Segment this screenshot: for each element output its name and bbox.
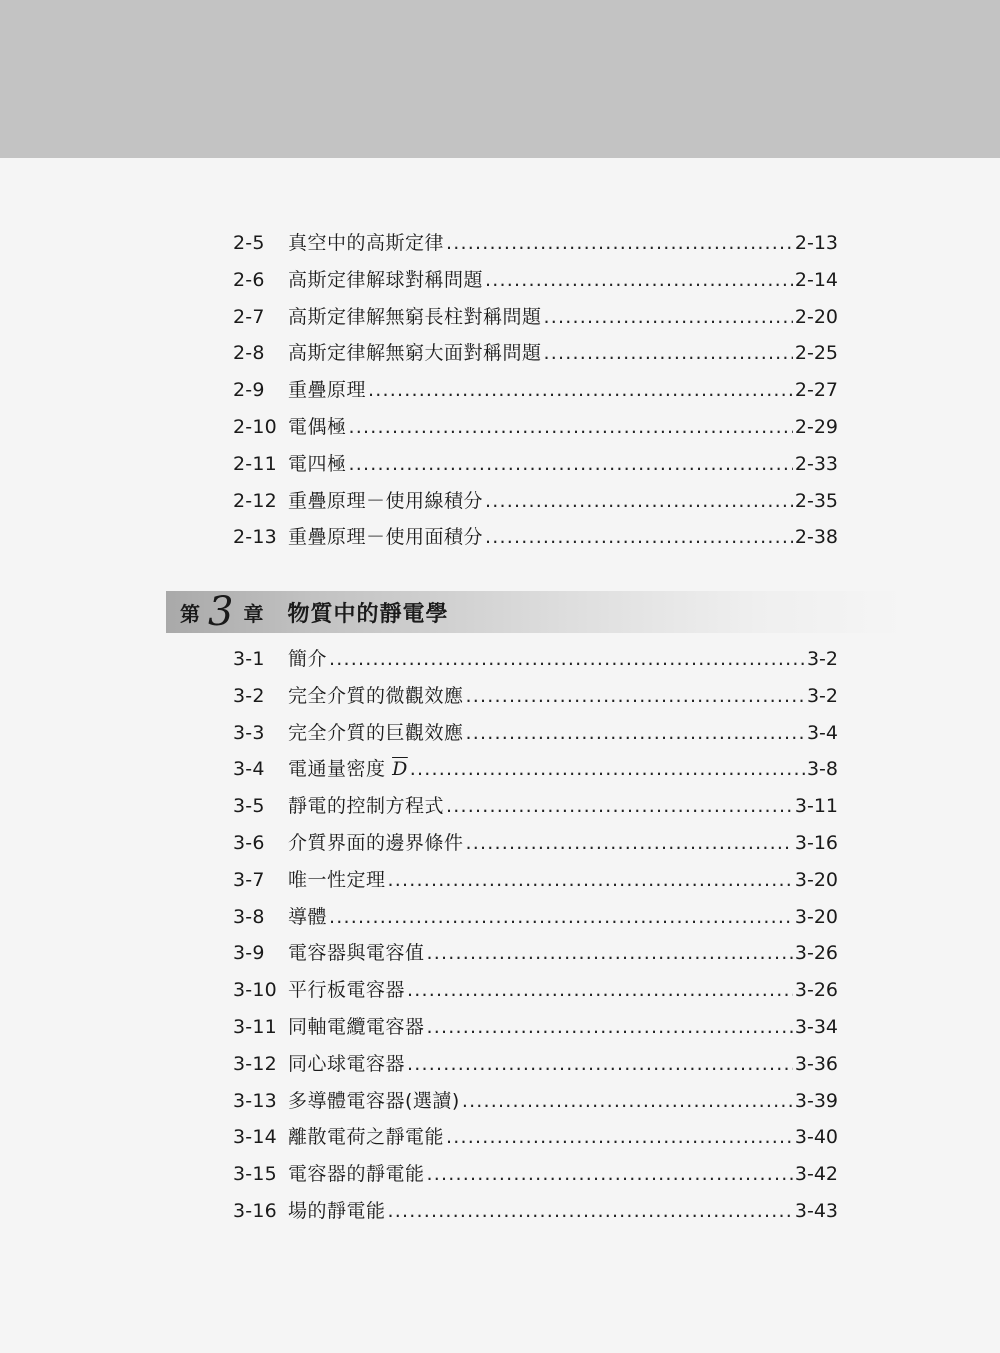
- toc-entry[interactable]: [233, 409, 838, 446]
- entry-title-text: 電通量密度: [288, 758, 386, 781]
- dot-leader: [329, 899, 793, 936]
- entry-title: 重疊原理: [288, 379, 367, 402]
- entry-title: [288, 751, 408, 788]
- dot-leader: [466, 825, 793, 862]
- entry-page: 2-20: [794, 305, 838, 328]
- entry-number: 3-4: [233, 758, 265, 781]
- entry-page: 2-14: [794, 268, 838, 291]
- entry-page: 3-20: [794, 868, 838, 891]
- chapter-title: 物質中的靜電學: [287, 601, 449, 627]
- toc-entry[interactable]: [233, 262, 838, 299]
- entry-number: 2-9: [233, 379, 265, 402]
- toc-section-chapter-2: [233, 225, 838, 556]
- entry-page: 2-25: [794, 342, 838, 365]
- entry-number: 3-2: [233, 684, 265, 707]
- dot-leader: [407, 1046, 793, 1083]
- toc-entry[interactable]: [233, 715, 838, 752]
- toc-section-chapter-3: [233, 641, 838, 1230]
- entry-title: 電容器與電容值: [288, 942, 425, 965]
- entry-number: 3-16: [233, 1199, 277, 1222]
- entry-title: 多導體電容器(選讀): [288, 1089, 460, 1112]
- entry-page: 3-34: [794, 1015, 838, 1038]
- dot-leader: [368, 372, 793, 409]
- entry-title: 導體: [288, 905, 328, 928]
- entry-page: 2-35: [794, 489, 838, 512]
- entry-page: 2-13: [794, 232, 838, 254]
- entry-title: 重疊原理－使用面積分: [288, 526, 484, 549]
- vector-symbol: $\overline{D}$: [392, 758, 408, 781]
- entry-number: 3-3: [233, 721, 265, 744]
- entry-title: 高斯定律解球對稱問題: [288, 268, 484, 291]
- entry-number: 2-12: [233, 489, 277, 512]
- dot-leader: [446, 1119, 793, 1156]
- toc-entry[interactable]: [233, 335, 838, 372]
- entry-title: 唯一性定理: [288, 868, 386, 891]
- toc-entry[interactable]: [233, 751, 838, 788]
- entry-number: 2-8: [233, 342, 265, 365]
- toc-entry[interactable]: [233, 972, 838, 1009]
- toc-entry[interactable]: [233, 1009, 838, 1046]
- entry-page: 3-11: [794, 795, 838, 818]
- entry-number: 3-7: [233, 868, 265, 891]
- entry-number: 2-11: [233, 452, 277, 475]
- entry-title: 同心球電容器: [288, 1052, 406, 1075]
- dot-leader: [329, 641, 805, 678]
- entry-page: 3-26: [794, 979, 838, 1002]
- dot-leader: [349, 409, 793, 446]
- entry-title: 高斯定律解無窮長柱對稱問題: [288, 305, 542, 328]
- toc-entry[interactable]: [233, 225, 838, 262]
- chapter-prefix: 第: [180, 601, 200, 626]
- entry-page: 3-2: [806, 648, 838, 670]
- dot-leader: [407, 972, 793, 1009]
- entry-page: 3-36: [794, 1052, 838, 1075]
- toc-entry[interactable]: [233, 641, 838, 678]
- toc-entry[interactable]: [233, 935, 838, 972]
- entry-title: 電偶極: [288, 415, 347, 438]
- toc-entry[interactable]: [233, 788, 838, 825]
- dot-leader: [466, 715, 805, 752]
- entry-page: 3-42: [794, 1163, 838, 1186]
- entry-number: 3-11: [233, 1015, 277, 1038]
- entry-title: 高斯定律解無窮大面對稱問題: [288, 342, 542, 365]
- entry-page: 2-38: [794, 526, 838, 549]
- entry-title: 平行板電容器: [288, 979, 406, 1002]
- entry-title: 電四極: [288, 452, 347, 475]
- entry-page: 2-27: [794, 379, 838, 402]
- toc-entry[interactable]: [233, 372, 838, 409]
- entry-title: 完全介質的巨觀效應: [288, 721, 464, 744]
- entry-page: 3-4: [806, 721, 838, 744]
- entry-page: 3-8: [806, 758, 838, 781]
- entry-number: 2-13: [233, 526, 277, 549]
- dot-leader: [485, 519, 793, 556]
- entry-number: 3-10: [233, 979, 277, 1002]
- entry-page: 3-2: [806, 684, 838, 707]
- dot-leader: [410, 751, 805, 788]
- entry-number: 3-5: [233, 795, 265, 818]
- dot-leader: [544, 335, 793, 372]
- dot-leader: [466, 678, 805, 715]
- chapter-number: 3: [208, 589, 234, 635]
- entry-number: 3-13: [233, 1089, 277, 1112]
- dot-leader: [446, 788, 793, 825]
- toc-entry[interactable]: [233, 678, 838, 715]
- entry-page: 2-29: [794, 415, 838, 438]
- dot-leader: [388, 862, 793, 899]
- entry-number: 3-1: [233, 648, 265, 670]
- dot-leader: [544, 299, 793, 336]
- toc-entry[interactable]: [233, 1193, 838, 1230]
- dot-leader: [462, 1083, 793, 1120]
- toc-entry[interactable]: [233, 862, 838, 899]
- entry-title: 場的靜電能: [288, 1199, 386, 1222]
- entry-title: 真空中的高斯定律: [288, 232, 445, 254]
- entry-title: 完全介質的微觀效應: [288, 684, 464, 707]
- toc-entry[interactable]: [233, 299, 838, 336]
- chapter-heading[interactable]: [166, 591, 904, 633]
- entry-title: 電容器的靜電能: [288, 1163, 425, 1186]
- toc-entry[interactable]: [233, 899, 838, 936]
- toc-entry[interactable]: [233, 1156, 838, 1193]
- entry-title: 靜電的控制方程式: [288, 795, 445, 818]
- entry-title: 同軸電纜電容器: [288, 1015, 425, 1038]
- entry-title: 簡介: [288, 648, 328, 670]
- dot-leader: [388, 1193, 793, 1230]
- dot-leader: [349, 446, 793, 483]
- entry-number: 2-6: [233, 268, 265, 291]
- entry-page: 3-40: [794, 1126, 838, 1149]
- entry-number: 3-9: [233, 942, 265, 965]
- toc-entry[interactable]: [233, 1083, 838, 1120]
- dot-leader: [427, 1156, 793, 1193]
- entry-page: 3-43: [794, 1199, 838, 1222]
- toc-entry[interactable]: [233, 1046, 838, 1083]
- entry-page: 3-39: [794, 1089, 838, 1112]
- toc-entry[interactable]: [233, 446, 838, 483]
- entry-number: 3-14: [233, 1126, 277, 1149]
- entry-title: 離散電荷之靜電能: [288, 1126, 445, 1149]
- toc-entry[interactable]: [233, 1119, 838, 1156]
- entry-number: 3-6: [233, 831, 265, 854]
- entry-page: 3-20: [794, 905, 838, 928]
- entry-title: 介質界面的邊界條件: [288, 831, 464, 854]
- toc-entry[interactable]: [233, 483, 838, 520]
- entry-number: 3-12: [233, 1052, 277, 1075]
- entry-number: 3-8: [233, 905, 265, 928]
- entry-number: 2-7: [233, 305, 265, 328]
- entry-number: 2-10: [233, 415, 277, 438]
- entry-page: 3-16: [794, 831, 838, 854]
- dot-leader: [427, 1009, 793, 1046]
- toc-entry[interactable]: [233, 519, 838, 556]
- entry-number: 2-5: [233, 232, 265, 254]
- dot-leader: [446, 225, 793, 262]
- entry-number: 3-15: [233, 1163, 277, 1186]
- chapter-suffix: 章: [243, 601, 264, 626]
- dot-leader: [485, 483, 793, 520]
- header-band: [0, 0, 1000, 158]
- entry-page: 3-26: [794, 942, 838, 965]
- dot-leader: [485, 262, 793, 299]
- dot-leader: [427, 935, 793, 972]
- entry-title: 重疊原理－使用線積分: [288, 489, 484, 512]
- toc-entry[interactable]: [233, 825, 838, 862]
- entry-page: 2-33: [794, 452, 838, 475]
